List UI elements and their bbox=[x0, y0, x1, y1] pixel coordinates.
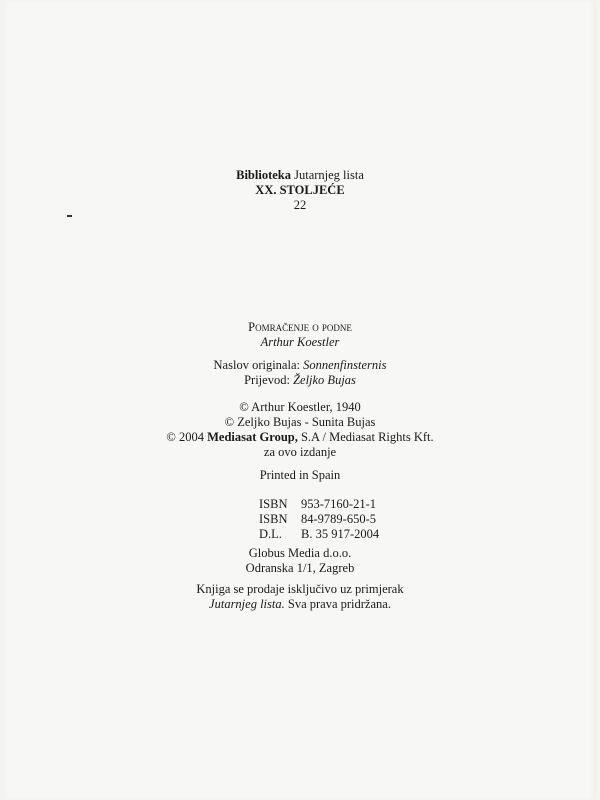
book-title: Pomračenje o podne bbox=[248, 320, 352, 334]
sales-note bbox=[0, 582, 600, 612]
translator-line bbox=[0, 373, 600, 388]
identifier-row bbox=[259, 527, 459, 542]
identifier-value: B. 35 917-2004 bbox=[301, 527, 380, 541]
copyright-company: Mediasat Group, bbox=[207, 430, 298, 444]
copyright-author: © Arthur Koestler, 1940 bbox=[239, 400, 361, 414]
library-line bbox=[0, 168, 600, 183]
copyright-year: © 2004 bbox=[166, 430, 204, 444]
sales-note-line1: Knjiga se prodaje isključivo uz primjerak bbox=[196, 582, 404, 596]
rights-reserved: Sva prava pridržana. bbox=[287, 597, 391, 611]
identifier-row bbox=[259, 512, 459, 527]
publisher-block bbox=[0, 546, 600, 576]
copyright-rights: S.A / Mediasat Rights Kft. bbox=[300, 430, 434, 444]
printed-in-text: Printed in Spain bbox=[259, 468, 341, 482]
book-author: Arthur Koestler bbox=[260, 335, 340, 349]
printed-in bbox=[0, 468, 600, 483]
book-info bbox=[0, 320, 600, 350]
publisher-name: Globus Media d.o.o. bbox=[248, 546, 352, 560]
publisher-address: Odranska 1/1, Zagreb bbox=[245, 561, 355, 575]
copyright-edition-note: za ovo izdanje bbox=[263, 445, 337, 459]
library-prefix: Biblioteka bbox=[236, 168, 291, 182]
translator-name: Željko Bujas bbox=[293, 373, 356, 387]
identifiers-block bbox=[259, 497, 459, 542]
series-title: XX. STOLJEĆE bbox=[255, 183, 345, 197]
sales-note-line2 bbox=[0, 597, 600, 612]
identifier-key: ISBN bbox=[259, 512, 288, 526]
copyright-translation: © Zeljko Bujas - Sunita Bujas bbox=[224, 415, 376, 429]
identifier-row bbox=[259, 497, 459, 512]
identifier-value: 84-9789-650-5 bbox=[301, 512, 376, 526]
original-title-line bbox=[0, 358, 600, 373]
original-title: Sonnenfinsternis bbox=[303, 358, 387, 372]
original-info bbox=[0, 358, 600, 388]
identifier-key: ISBN bbox=[259, 497, 288, 511]
original-title-label: Naslov originala: bbox=[213, 358, 300, 372]
newspaper-name: Jutarnjeg lista. bbox=[209, 597, 285, 611]
library-name: Jutarnjeg lista bbox=[294, 168, 364, 182]
series-number: 22 bbox=[293, 198, 307, 212]
copyright-edition bbox=[0, 430, 600, 445]
identifier-value: 953-7160-21-1 bbox=[301, 497, 376, 511]
ink-mark bbox=[67, 215, 72, 217]
translator-label: Prijevod: bbox=[244, 373, 290, 387]
library-header bbox=[0, 168, 600, 213]
copyright-block bbox=[0, 400, 600, 460]
identifier-key: D.L. bbox=[259, 527, 282, 541]
